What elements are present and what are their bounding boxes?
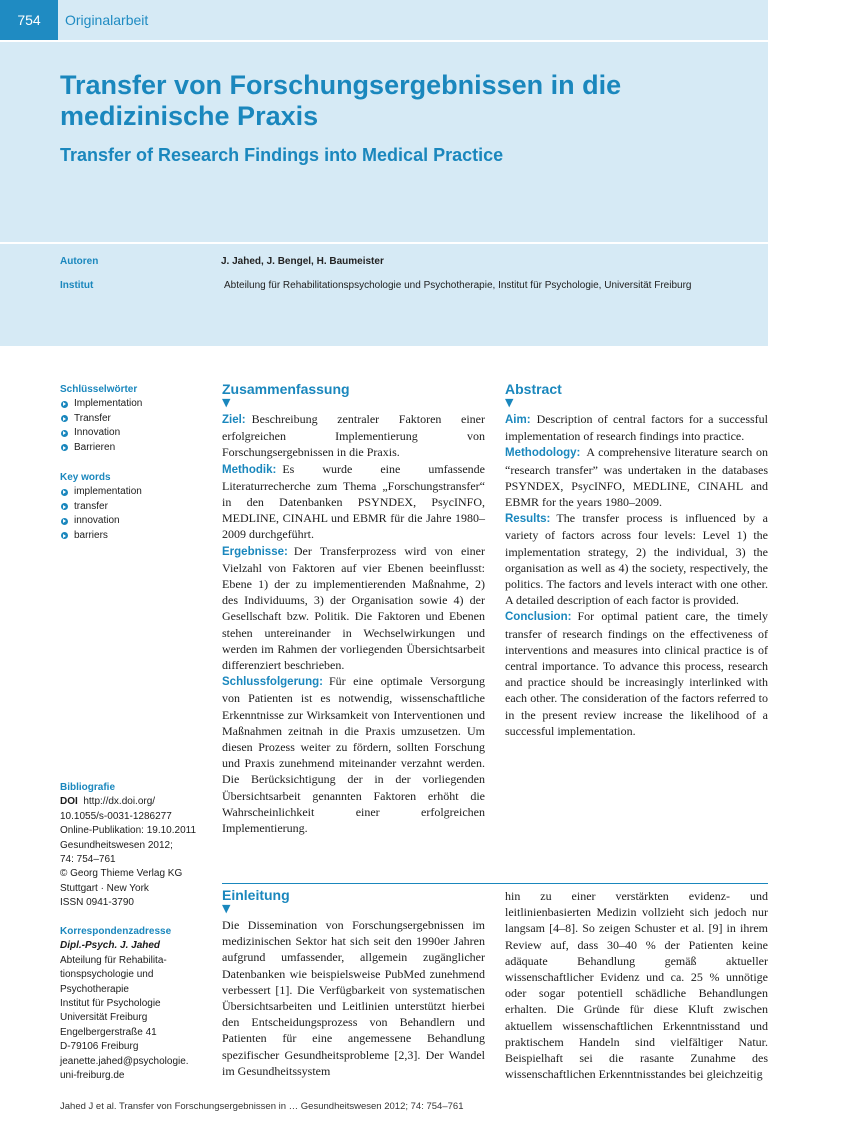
zusammenfassung-body — [222, 411, 485, 836]
address-line: Institut für Psychologie — [60, 998, 161, 1010]
footer-citation: Jahed J et al. Transfer von Forschungsergebnissen in … Gesundheitswesen 2012; 74: 754–761 — [60, 1101, 464, 1112]
abstract-paragraph: Methodology: A comprehensive literature search on “research transfer” was undertaken in the databases PSYNDEX, PsycINFO, MEDLINE, CINAHL and EBMR for the years 1980–2009. — [505, 445, 768, 510]
biblio-line: © Georg Thieme Verlag KG — [60, 868, 183, 880]
keyword-item: Innovation — [60, 426, 210, 441]
triangle-down-icon: ▼ — [222, 396, 231, 409]
keyword-item: implementation — [60, 485, 210, 500]
doi-line[interactable]: 10.1055/s-0031-1286277 — [60, 810, 172, 822]
einleitung-heading: Einleitung — [222, 887, 290, 903]
abstract — [505, 381, 768, 739]
bullet-icon — [61, 415, 68, 422]
doi-label: DOI — [60, 796, 78, 808]
einleitung-col1 — [222, 887, 485, 1079]
address-line: Psychotherapie — [60, 983, 129, 995]
correspondence — [60, 925, 210, 1083]
address-line: tionspsychologie und — [60, 969, 154, 981]
title-english: Transfer of Research Findings into Medical Practice — [60, 145, 504, 165]
abstract-paragraph: Schlussfolgerung: Für eine optimale Versorgung von Patienten ist es notwendig, wissenschaftliche Erkenntnisse zur Wirksamkeit von Interventionen und Maßnahmen zeitnah in die Praxis umzusetzen. Um diesen Prozess weiter zu fördern, sollten Forschung und Praxis zunehmend miteinander verzahnt werden. Die Berücksichtigung der in der vorliegenden Übersichtsarbeit genannten Faktoren erhöht die Wahrscheinlichkeit einer erfolgreichen Implementierung. — [222, 674, 485, 836]
keyword-item: innovation — [60, 514, 210, 529]
abstract-paragraph: Ergebnisse: Der Transferprozess wird von einer Vielzahl von Faktoren auf vier Ebenen beeinflusst: Ebene 1) der zu implementierenden Maßnahme, 2) des Individuums, 3) der Organisation sowie 4) der Gesellschaft bzw. Politik. Die Faktoren und Ebenen stehen untereinander in Wechselwirkungen und werden im Rahmen der vorliegenden Übersichtsarbeit differenziert beschrieben. — [222, 543, 485, 673]
bibliography — [60, 781, 210, 911]
keyword-item: Barrieren — [60, 441, 210, 456]
institute-label: Institut — [60, 280, 94, 291]
biblio-line: Online-Publikation: 19.10.2011 — [60, 825, 197, 837]
section-divider — [222, 883, 768, 884]
keyword-item: Implementation — [60, 397, 210, 412]
bibliography-heading: Bibliografie — [60, 782, 116, 793]
correspondence-name: Dipl.-Psych. J. Jahed — [60, 940, 161, 952]
bullet-icon — [61, 444, 68, 451]
triangle-down-icon: ▼ — [505, 396, 514, 409]
abstract-paragraph: Results: The transfer process is influenced by a variety of factors across four levels: Level 1) the implementation strategy, 2) the individual, 3) the organisation as well as 4) the society, respectively, the politics. The factors and levels interact with one other. A detailed description of each factor is provided. — [505, 511, 768, 608]
abstract-paragraph: Conclusion: For optimal patient care, the timely transfer of research findings on the effectiveness of interventions and measures into clinical practice is of central importance. To advance this process, research and practice should be increasingly interlinked with each other. The consideration of the factors referred to in the present review increase the likelihood of a successful implementation. — [505, 609, 768, 738]
address-line: Universität Freiburg — [60, 1012, 148, 1024]
doi-line[interactable]: http://dx.doi.org/ — [83, 796, 156, 808]
header-band — [0, 0, 768, 346]
keywords-german — [60, 384, 210, 455]
zusammenfassung-heading: Zusammenfassung — [222, 381, 350, 397]
bullet-icon — [61, 518, 68, 525]
section-label: Originalarbeit — [65, 12, 149, 28]
keyword-item: barriers — [60, 529, 210, 544]
bullet-icon — [61, 489, 68, 496]
einleitung-col2: hin zu einer verstärkten evidenz- und leitlinienbasierten Medizin vollzieht sich jedoch nur langsam [4–8]. So zeigen Schuster et al. [9] in ihrem Review auf, dass 30–40 % der Patienten keine adäquate Behandlung gemäß aktueller wissenschaftlicher Evidenz und ca. 25 % unnötige oder sogar potentiell schädliche Behandlungen erhalten. Die Gründe für diese Kluft zwischen aktuellem wissenschaftlichen Erkenntnisstand und praktischem Handeln sind vielfältiger Natur. Beispielhaft sei die rasante Zunahme des wissenschaftlichen Erkenntnisstandes bei gleichzeitig — [505, 889, 768, 1082]
authors-label: Autoren — [60, 256, 99, 267]
keywords-german-heading: Schlüsselwörter — [60, 384, 138, 395]
biblio-line: ISSN 0941-3790 — [60, 897, 134, 909]
zusammenfassung — [222, 381, 485, 836]
bullet-icon — [61, 532, 68, 539]
abstract-heading: Abstract — [505, 381, 562, 397]
abstract-paragraph: Aim: Description of central factors for a successful implementation of research findings into practice. — [505, 412, 768, 444]
title-divider — [0, 242, 768, 244]
authors: J. Jahed, J. Bengel, H. Baumeister — [221, 256, 384, 267]
keyword-item: Transfer — [60, 412, 210, 427]
biblio-line: Gesundheitswesen 2012; — [60, 839, 173, 851]
address-line: D-79106 Freiburg — [60, 1041, 139, 1053]
keywords-english — [60, 472, 210, 543]
address-line: Abteilung für Rehabilita- — [60, 954, 167, 966]
einleitung-text: Die Dissemination von Forschungsergebnissen im medizinischen Sektor hat sich seit den 1990er Jahren aufgrund umfassender, allgemein zugänglicher Datenbanken wie beispielsweise PubMed zunehmend verbessert [1]. Die Verfügbarkeit von systematischen Übersichtsarbeiten und Leitlinien unterstützt hierbei den Entscheidungsprozess von Behandlern und Patienten für eine angemessene Behandlung spezifischer Gesundheitsprobleme [2,3]. Der Wandel im Gesundheitssystem — [222, 918, 485, 1078]
bullet-icon — [61, 401, 68, 408]
triangle-down-icon: ▼ — [222, 902, 231, 915]
biblio-line: 74: 754–761 — [60, 854, 116, 866]
keywords-english-heading: Key words — [60, 472, 111, 483]
bullet-icon — [61, 430, 68, 437]
email-line[interactable]: jeanette.jahed@psychologie. — [60, 1055, 189, 1067]
keyword-item: transfer — [60, 500, 210, 515]
abstract-body — [505, 411, 768, 739]
header-divider — [0, 40, 768, 42]
biblio-line: Stuttgart · New York — [60, 882, 149, 894]
title-german: Transfer von Forschungsergebnissen in die medizinische Praxis — [60, 70, 622, 131]
abstract-paragraph: Methodik: Es wurde eine umfassende Literaturrecherche zum Thema „Forschungstransfer“ in den Datenbanken PSYNDEX, PsycINFO, MEDLINE, CINAHL und EBMR für die Jahre 1980–2009 durchgeführt. — [222, 461, 485, 542]
correspondence-heading: Korrespondenzadresse — [60, 926, 172, 937]
bullet-icon — [61, 503, 68, 510]
address-line: Engelbergerstraße 41 — [60, 1026, 157, 1038]
abstract-paragraph: Ziel: Beschreibung zentraler Faktoren einer erfolgreichen Implementierung von Forschungsergebnissen in die Praxis. — [222, 412, 485, 460]
page-number: 754 — [0, 0, 58, 40]
institute: Abteilung für Rehabilitationspsychologie und Psychotherapie, Institut für Psychologie, Universität Freiburg — [224, 280, 692, 291]
email-line[interactable]: uni-freiburg.de — [60, 1070, 125, 1082]
